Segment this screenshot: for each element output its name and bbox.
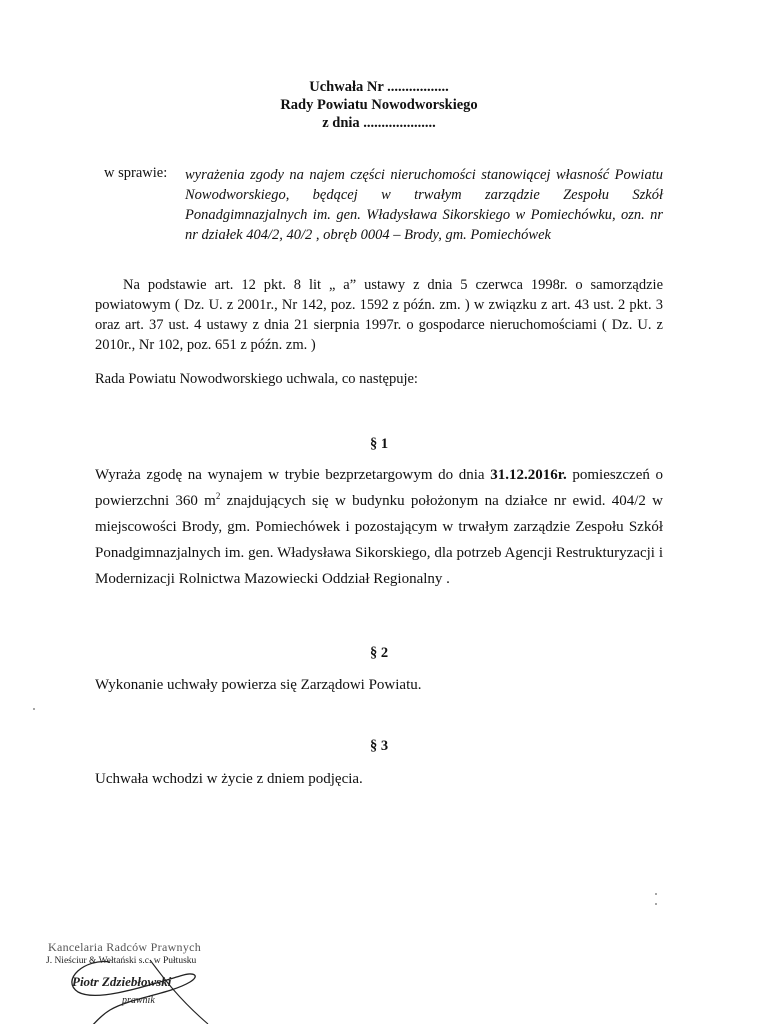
stamp-person-name: Piotr Zdziebłowski [72, 974, 172, 989]
legal-basis: Na podstawie art. 12 pkt. 8 lit „ a” ustawy z dnia 5 czerwca 1998r. o samorządzie powiatowym ( Dz. U. z 2001r., Nr 142, poz. 1592 z późn. zm. ) w związku z art. 43 ust. 2 pkt. 3 oraz art. 37 ust. 4 ustawy z dnia 21 sierpnia 1997r. o gospodarce nieruchomościami ( Dz. U. z 2010r., Nr 102, poz. 651 z późn. zm. ) [95, 277, 663, 353]
section-1-text-area: pomieszczeń o powierzchni 360 m [95, 467, 663, 509]
section-1-text-rest: znajdujących się w budynku położonym na działce nr ewid. 404/2 w miejscowości Brody, gm. Pomiechówek i pozostającym w trwałym zarządzie Zespołu Szkół Ponadgimnazjalnych im. gen. Władysława Sikorskiego, dla potrzeb Agencji Restrukturyzacji i Modernizacji Rolnictwa Mazowiecki Oddział Regionalny . [95, 493, 663, 587]
section-1-text-start: Wyraża zgodę na wynajem w trybie bezprzetargowym do dnia [95, 467, 491, 483]
section-3-mark: § 3 [369, 738, 389, 754]
stamp-person-title: prawnik [122, 995, 155, 1006]
subject-text: wyrażenia zgody na najem części nieruchomości stanowiącej własność Powiatu Nowodworskiego, będącej w trwałym zarządzie Zespołu Szkół Ponadgimnazjalnych im. gen. Władysława Sikorskiego w Pomiechówku, ozn. nr nr działek 404/2, 40/2 , obręb 0004 – Brody, gm. Pomiechówek [185, 167, 663, 243]
section-1-superscript: 2 [215, 491, 221, 501]
section-1-mark: § 1 [369, 436, 389, 452]
resolution-header [0, 78, 758, 132]
subject-label: w sprawie: [104, 165, 168, 181]
scan-speck [655, 903, 657, 905]
section-2-text: Wykonanie uchwały powierza się Zarządowi Powiatu. [95, 677, 422, 693]
scan-speck [655, 893, 657, 895]
scan-speck [33, 708, 35, 710]
section-1-date: 31.12.2016r. [490, 467, 567, 483]
council-resolves: Rada Powiatu Nowodworskiego uchwala, co następuje: [95, 371, 418, 387]
stamp-office-name: Kancelaria Radców Prawnych [48, 940, 202, 954]
resolution-number: Uchwała Nr ................. [309, 79, 449, 95]
signature-tail [150, 960, 208, 1024]
section-3-text: Uchwała wchodzi w życie z dniem podjęcia. [95, 771, 363, 787]
council-name: Rady Powiatu Nowodworskiego [280, 97, 478, 113]
resolution-date: z dnia .................... [322, 115, 436, 131]
section-1-text [95, 462, 663, 592]
handwritten-signature [30, 940, 230, 1024]
stamp-office-address: J. Nieściur & Wełtański s.c. w Pułtusku [46, 956, 197, 966]
section-2-mark: § 2 [369, 645, 389, 661]
